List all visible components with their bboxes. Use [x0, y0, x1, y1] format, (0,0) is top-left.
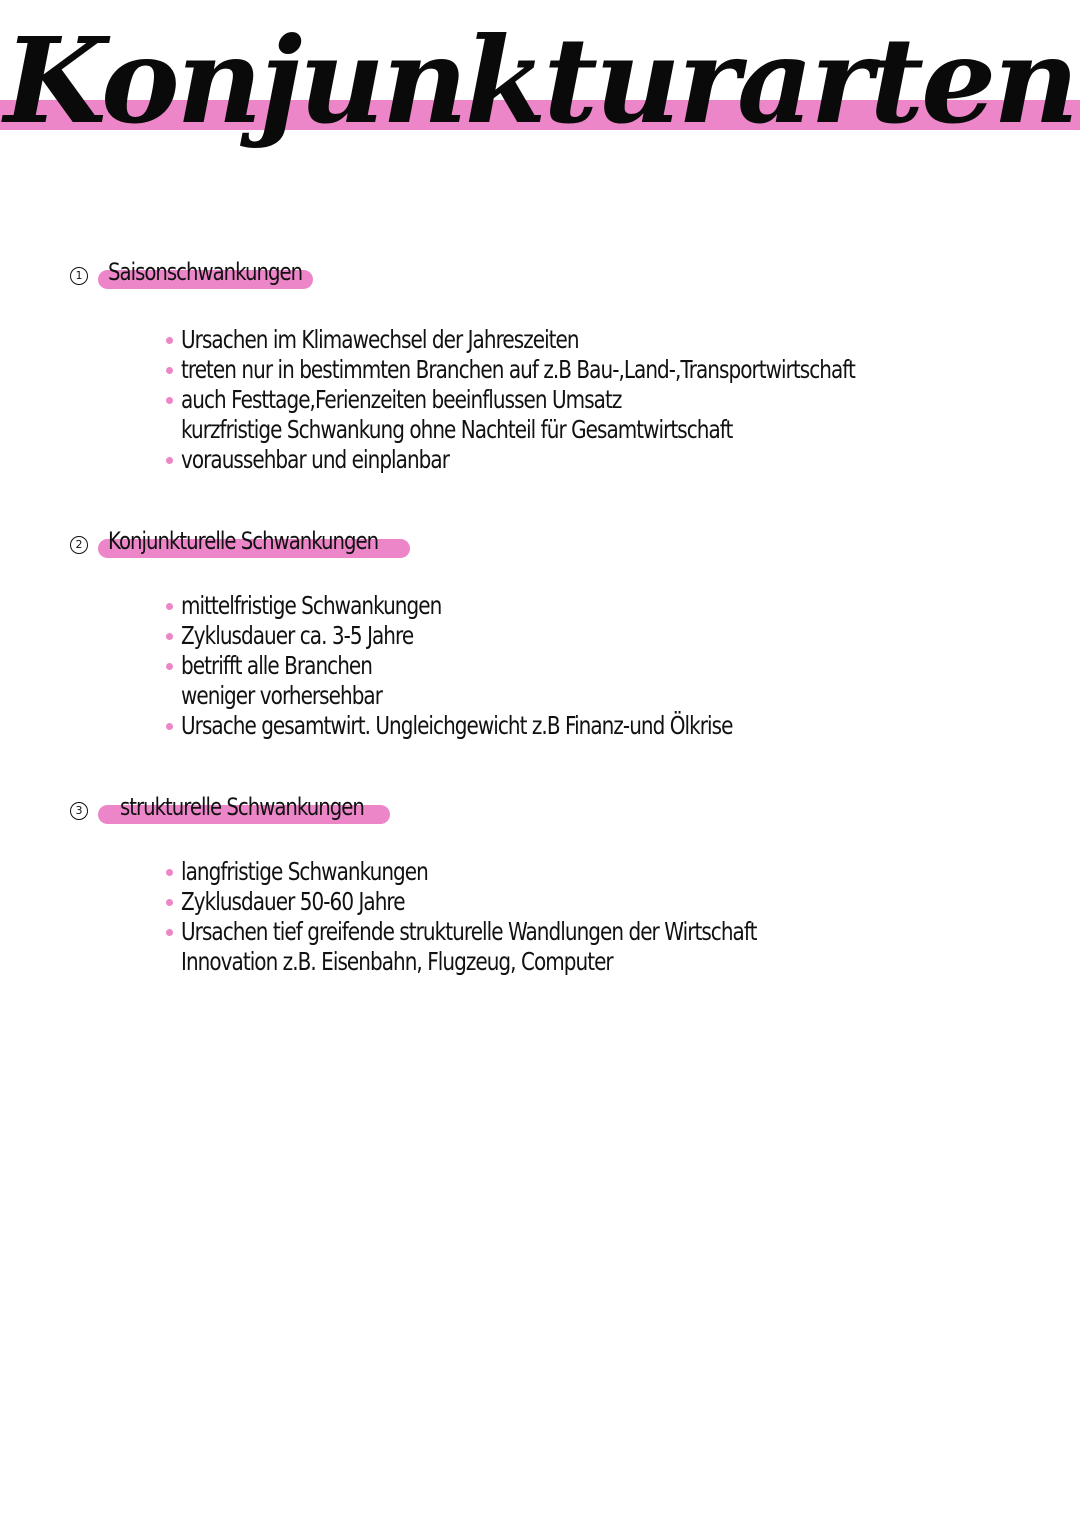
section-heading: Saisonschwankungen: [108, 258, 303, 286]
list-item: voraussehbar und einplanbar: [165, 445, 1023, 475]
list-item: langfristige Schwankungen: [165, 857, 900, 887]
section-heading: Konjunkturelle Schwankungen: [108, 527, 379, 555]
bullet-dot: [166, 929, 173, 936]
list-item: auch Festtage,Ferienzeiten beeinflussen Umsatz: [165, 385, 1023, 415]
bullet-dot: [166, 723, 173, 730]
section-heading: strukturelle Schwankungen: [120, 793, 364, 821]
bullet-dot: [166, 899, 173, 906]
bullet-dot: [166, 457, 173, 464]
bullet-dot: [166, 367, 173, 374]
list-item: Ursachen im Klimawechsel der Jahreszeiten: [165, 325, 1023, 355]
bullet-dot: [166, 337, 173, 344]
list-item: Innovation z.B. Eisenbahn, Flugzeug, Computer: [181, 947, 613, 976]
bullet-dot: [166, 633, 173, 640]
list-item: weniger vorhersehbar: [181, 681, 382, 710]
list-item: Zyklusdauer ca. 3-5 Jahre: [165, 621, 870, 651]
bullet-dot: [166, 603, 173, 610]
section-number-badge: 1: [70, 267, 88, 285]
list-item: Ursache gesamtwirt. Ungleichgewicht z.B Finanz-und Ölkrise: [165, 711, 870, 741]
section-number-badge: 2: [70, 536, 88, 554]
bullet-list: [165, 591, 870, 741]
bullet-list: [165, 325, 1023, 475]
list-item: Ursachen tief greifende strukturelle Wandlungen der Wirtschaft: [165, 917, 900, 947]
section-number-badge: 3: [70, 802, 88, 820]
page-title: Konjunkturarten: [4, 11, 1076, 150]
bullet-dot: [166, 663, 173, 670]
bullet-dot: [166, 397, 173, 404]
list-item: mittelfristige Schwankungen: [165, 591, 870, 621]
list-item: betrifft alle Branchen: [165, 651, 870, 681]
bullet-list: [165, 857, 900, 977]
list-item: kurzfristige Schwankung ohne Nachteil für Gesamtwirtschaft: [181, 415, 733, 444]
list-item: treten nur in bestimmten Branchen auf z.B Bau-,Land-,Transportwirtschaft: [165, 355, 1023, 385]
bullet-dot: [166, 869, 173, 876]
list-item: Zyklusdauer 50-60 Jahre: [165, 887, 900, 917]
